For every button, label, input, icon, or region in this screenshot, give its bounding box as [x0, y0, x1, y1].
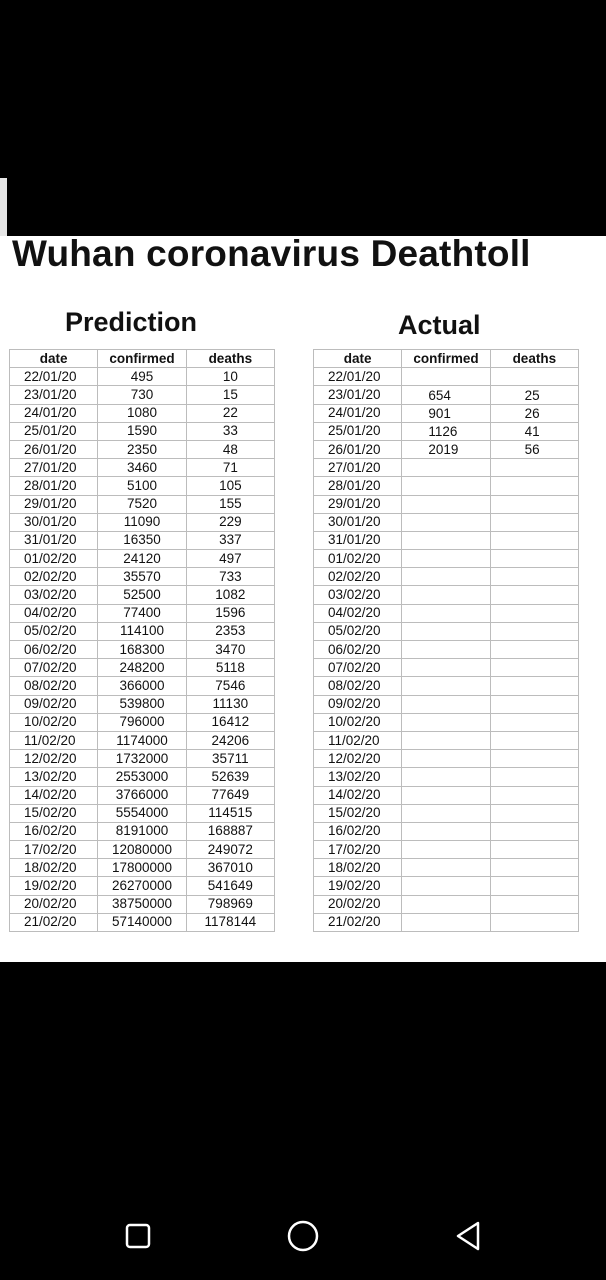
table-row: [10, 731, 275, 749]
cell-deaths: 10: [186, 368, 274, 386]
table-row: [10, 913, 275, 931]
cell-date: 07/02/20: [10, 659, 98, 677]
recent-apps-icon[interactable]: [118, 1216, 158, 1256]
cell-confirmed: [402, 786, 490, 804]
cell-confirmed: [402, 586, 490, 604]
image-card: [0, 236, 606, 962]
cell-deaths: [490, 786, 578, 804]
cell-deaths: 35711: [186, 750, 274, 768]
table-row: [10, 622, 275, 640]
cell-confirmed: [402, 622, 490, 640]
table-row: [10, 841, 275, 859]
cell-date: 15/02/20: [10, 804, 98, 822]
cell-date: 20/02/20: [314, 895, 402, 913]
table-row: [314, 404, 579, 422]
cell-confirmed: 8191000: [98, 822, 186, 840]
cell-deaths: [490, 677, 578, 695]
actual-heading: Actual: [398, 310, 481, 340]
cell-date: 13/02/20: [10, 768, 98, 786]
cell-date: 09/02/20: [314, 695, 402, 713]
cell-confirmed: [402, 368, 490, 386]
table-row: [10, 822, 275, 840]
table-row: [10, 641, 275, 659]
table-row: [10, 659, 275, 677]
cell-date: 21/02/20: [10, 913, 98, 931]
cell-date: 19/02/20: [10, 877, 98, 895]
cell-date: 26/01/20: [314, 440, 402, 458]
cell-confirmed: 114100: [98, 622, 186, 640]
cell-date: 11/02/20: [314, 731, 402, 749]
table-row: [10, 604, 275, 622]
cell-deaths: 48: [186, 440, 274, 458]
cell-date: 12/02/20: [10, 750, 98, 768]
cell-confirmed: 7520: [98, 495, 186, 513]
cell-date: 22/01/20: [10, 368, 98, 386]
cell-confirmed: [402, 750, 490, 768]
cell-confirmed: 77400: [98, 604, 186, 622]
cell-deaths: 798969: [186, 895, 274, 913]
cell-deaths: [490, 913, 578, 931]
column-header-date: date: [10, 350, 98, 368]
cell-date: 01/02/20: [10, 550, 98, 568]
table-row: [314, 550, 579, 568]
cell-deaths: 541649: [186, 877, 274, 895]
cell-confirmed: [402, 513, 490, 531]
cell-date: 07/02/20: [314, 659, 402, 677]
cell-confirmed: 730: [98, 386, 186, 404]
cell-confirmed: 3766000: [98, 786, 186, 804]
cell-deaths: [490, 822, 578, 840]
table-row: [10, 550, 275, 568]
cell-confirmed: 366000: [98, 677, 186, 695]
cell-deaths: 168887: [186, 822, 274, 840]
cell-confirmed: [402, 713, 490, 731]
cell-date: 14/02/20: [314, 786, 402, 804]
cell-deaths: [490, 731, 578, 749]
cell-date: 02/02/20: [10, 568, 98, 586]
cell-date: 09/02/20: [10, 695, 98, 713]
table-row: [314, 531, 579, 549]
cell-date: 29/01/20: [314, 495, 402, 513]
cell-deaths: [490, 695, 578, 713]
cell-date: 27/01/20: [10, 459, 98, 477]
table-row: [10, 386, 275, 404]
table-row: [10, 895, 275, 913]
cell-confirmed: [402, 550, 490, 568]
cell-deaths: [490, 495, 578, 513]
cell-confirmed: 5554000: [98, 804, 186, 822]
cell-deaths: [490, 768, 578, 786]
cell-deaths: 249072: [186, 841, 274, 859]
table-row: [10, 440, 275, 458]
column-header-confirmed: confirmed: [98, 350, 186, 368]
cell-deaths: [490, 622, 578, 640]
back-icon[interactable]: [448, 1216, 488, 1256]
cell-confirmed: 2553000: [98, 768, 186, 786]
prediction-table-body: [10, 368, 275, 932]
cell-confirmed: 26270000: [98, 877, 186, 895]
cell-date: 25/01/20: [10, 422, 98, 440]
cell-confirmed: 248200: [98, 659, 186, 677]
cell-date: 22/01/20: [314, 368, 402, 386]
cell-date: 28/01/20: [10, 477, 98, 495]
table-row: [314, 677, 579, 695]
cell-date: 13/02/20: [314, 768, 402, 786]
cell-date: 16/02/20: [10, 822, 98, 840]
cell-date: 04/02/20: [10, 604, 98, 622]
cell-confirmed: 654: [402, 386, 490, 404]
table-row: [314, 422, 579, 440]
cell-confirmed: [402, 913, 490, 931]
cell-deaths: 24206: [186, 731, 274, 749]
cell-deaths: [490, 877, 578, 895]
table-row: [314, 495, 579, 513]
table-row: [314, 477, 579, 495]
table-row: [314, 877, 579, 895]
cell-confirmed: [402, 641, 490, 659]
cell-deaths: [490, 804, 578, 822]
cell-date: 14/02/20: [10, 786, 98, 804]
cell-date: 21/02/20: [314, 913, 402, 931]
table-row: [314, 604, 579, 622]
table-row: [10, 513, 275, 531]
cell-confirmed: 12080000: [98, 841, 186, 859]
table-row: [314, 913, 579, 931]
cell-deaths: [490, 659, 578, 677]
table-row: [314, 622, 579, 640]
cell-date: 26/01/20: [10, 440, 98, 458]
cell-deaths: [490, 604, 578, 622]
cell-deaths: 52639: [186, 768, 274, 786]
table-row: [10, 586, 275, 604]
cell-confirmed: 1732000: [98, 750, 186, 768]
table-row: [314, 586, 579, 604]
cell-deaths: 367010: [186, 859, 274, 877]
column-header-confirmed: confirmed: [402, 350, 490, 368]
table-row: [314, 641, 579, 659]
table-row: [314, 786, 579, 804]
page-title: Wuhan coronavirus Deathtoll: [12, 236, 531, 274]
cell-deaths: 1082: [186, 586, 274, 604]
table-row: [10, 422, 275, 440]
cell-confirmed: 11090: [98, 513, 186, 531]
cell-confirmed: [402, 841, 490, 859]
cell-date: 31/01/20: [10, 531, 98, 549]
table-header-row: [314, 350, 579, 368]
table-row: [10, 786, 275, 804]
cell-deaths: 337: [186, 531, 274, 549]
cell-deaths: [490, 713, 578, 731]
table-row: [314, 440, 579, 458]
cell-date: 05/02/20: [314, 622, 402, 640]
cell-confirmed: 539800: [98, 695, 186, 713]
cell-deaths: 77649: [186, 786, 274, 804]
cell-confirmed: [402, 768, 490, 786]
cell-confirmed: [402, 859, 490, 877]
table-row: [314, 513, 579, 531]
table-row: [314, 731, 579, 749]
table-row: [314, 459, 579, 477]
cell-date: 11/02/20: [10, 731, 98, 749]
cell-confirmed: [402, 459, 490, 477]
cell-date: 01/02/20: [314, 550, 402, 568]
cell-date: 16/02/20: [314, 822, 402, 840]
table-row: [10, 368, 275, 386]
table-row: [314, 768, 579, 786]
cell-deaths: 155: [186, 495, 274, 513]
cell-deaths: [490, 513, 578, 531]
cell-deaths: 11130: [186, 695, 274, 713]
cell-deaths: 5118: [186, 659, 274, 677]
cell-confirmed: [402, 677, 490, 695]
cell-confirmed: [402, 495, 490, 513]
table-row: [314, 750, 579, 768]
cell-date: 12/02/20: [314, 750, 402, 768]
table-row: [10, 750, 275, 768]
cell-confirmed: 35570: [98, 568, 186, 586]
cell-confirmed: [402, 477, 490, 495]
table-row: [314, 659, 579, 677]
cell-date: 17/02/20: [10, 841, 98, 859]
cell-date: 18/02/20: [10, 859, 98, 877]
cell-deaths: [490, 895, 578, 913]
cell-date: 20/02/20: [10, 895, 98, 913]
cell-deaths: 229: [186, 513, 274, 531]
cell-deaths: [490, 750, 578, 768]
cell-confirmed: 38750000: [98, 895, 186, 913]
cell-deaths: [490, 531, 578, 549]
cell-confirmed: 168300: [98, 641, 186, 659]
cell-deaths: 2353: [186, 622, 274, 640]
cell-confirmed: 495: [98, 368, 186, 386]
navigation-bar: [0, 1196, 606, 1280]
cell-date: 30/01/20: [314, 513, 402, 531]
cell-deaths: 114515: [186, 804, 274, 822]
cell-confirmed: 52500: [98, 586, 186, 604]
table-row: [10, 695, 275, 713]
cell-date: 27/01/20: [314, 459, 402, 477]
cell-date: 04/02/20: [314, 604, 402, 622]
cell-date: 24/01/20: [314, 404, 402, 422]
actual-table-body: [314, 368, 579, 932]
cell-date: 05/02/20: [10, 622, 98, 640]
table-row: [314, 804, 579, 822]
cell-confirmed: 1080: [98, 404, 186, 422]
table-row: [10, 568, 275, 586]
cell-confirmed: [402, 568, 490, 586]
cell-date: 02/02/20: [314, 568, 402, 586]
cell-confirmed: 1174000: [98, 731, 186, 749]
table-row: [314, 841, 579, 859]
cell-deaths: 71: [186, 459, 274, 477]
cell-deaths: [490, 368, 578, 386]
cell-confirmed: [402, 731, 490, 749]
cell-date: 10/02/20: [314, 713, 402, 731]
cell-date: 08/02/20: [314, 677, 402, 695]
cell-confirmed: [402, 822, 490, 840]
cell-deaths: 7546: [186, 677, 274, 695]
cell-deaths: [490, 459, 578, 477]
column-header-date: date: [314, 350, 402, 368]
cell-confirmed: [402, 695, 490, 713]
cell-date: 23/01/20: [10, 386, 98, 404]
cell-deaths: 497: [186, 550, 274, 568]
cell-date: 15/02/20: [314, 804, 402, 822]
cell-date: 23/01/20: [314, 386, 402, 404]
table-row: [10, 859, 275, 877]
cell-date: 19/02/20: [314, 877, 402, 895]
cell-deaths: 733: [186, 568, 274, 586]
cell-deaths: 1178144: [186, 913, 274, 931]
cell-deaths: [490, 859, 578, 877]
cell-confirmed: 17800000: [98, 859, 186, 877]
table-row: [314, 895, 579, 913]
cell-deaths: 33: [186, 422, 274, 440]
cell-confirmed: 3460: [98, 459, 186, 477]
table-row: [314, 695, 579, 713]
cell-confirmed: [402, 659, 490, 677]
cell-confirmed: 901: [402, 404, 490, 422]
cell-confirmed: 5100: [98, 477, 186, 495]
cell-deaths: 26: [490, 404, 578, 422]
table-row: [10, 804, 275, 822]
table-row: [10, 877, 275, 895]
actual-table: [313, 349, 579, 932]
cell-date: 25/01/20: [314, 422, 402, 440]
cell-deaths: 3470: [186, 641, 274, 659]
cell-deaths: [490, 586, 578, 604]
cell-confirmed: 24120: [98, 550, 186, 568]
cell-date: 08/02/20: [10, 677, 98, 695]
table-row: [10, 713, 275, 731]
table-row: [10, 459, 275, 477]
cell-deaths: 1596: [186, 604, 274, 622]
table-row: [314, 822, 579, 840]
cell-confirmed: 16350: [98, 531, 186, 549]
cell-date: 24/01/20: [10, 404, 98, 422]
cell-deaths: [490, 477, 578, 495]
cell-date: 28/01/20: [314, 477, 402, 495]
cell-date: 10/02/20: [10, 713, 98, 731]
home-icon[interactable]: [283, 1216, 323, 1256]
column-header-deaths: deaths: [490, 350, 578, 368]
cell-confirmed: 796000: [98, 713, 186, 731]
cell-confirmed: 1590: [98, 422, 186, 440]
cell-deaths: [490, 568, 578, 586]
cell-deaths: 22: [186, 404, 274, 422]
cell-deaths: [490, 550, 578, 568]
cell-confirmed: [402, 531, 490, 549]
cell-date: 18/02/20: [314, 859, 402, 877]
cell-deaths: 56: [490, 440, 578, 458]
cell-deaths: [490, 641, 578, 659]
cell-confirmed: [402, 604, 490, 622]
prediction-table: [9, 349, 275, 932]
cell-deaths: [490, 841, 578, 859]
table-row: [10, 477, 275, 495]
cell-confirmed: 2019: [402, 440, 490, 458]
table-header-row: [10, 350, 275, 368]
cell-confirmed: [402, 804, 490, 822]
cell-deaths: 105: [186, 477, 274, 495]
prediction-heading: Prediction: [65, 307, 198, 337]
table-row: [10, 677, 275, 695]
cell-date: 03/02/20: [10, 586, 98, 604]
table-row: [10, 531, 275, 549]
cell-date: 29/01/20: [10, 495, 98, 513]
column-header-deaths: deaths: [186, 350, 274, 368]
table-row: [314, 368, 579, 386]
cell-date: 31/01/20: [314, 531, 402, 549]
cell-confirmed: [402, 877, 490, 895]
cell-deaths: 15: [186, 386, 274, 404]
cell-confirmed: 1126: [402, 422, 490, 440]
table-row: [314, 568, 579, 586]
cell-deaths: 25: [490, 386, 578, 404]
cell-deaths: 41: [490, 422, 578, 440]
table-row: [10, 495, 275, 513]
table-row: [10, 768, 275, 786]
cell-date: 03/02/20: [314, 586, 402, 604]
cell-date: 17/02/20: [314, 841, 402, 859]
cell-confirmed: 57140000: [98, 913, 186, 931]
cell-date: 30/01/20: [10, 513, 98, 531]
cell-confirmed: [402, 895, 490, 913]
cell-confirmed: 2350: [98, 440, 186, 458]
cell-deaths: 16412: [186, 713, 274, 731]
cell-date: 06/02/20: [314, 641, 402, 659]
table-row: [314, 713, 579, 731]
table-row: [314, 386, 579, 404]
table-row: [314, 859, 579, 877]
cell-date: 06/02/20: [10, 641, 98, 659]
table-row: [10, 404, 275, 422]
